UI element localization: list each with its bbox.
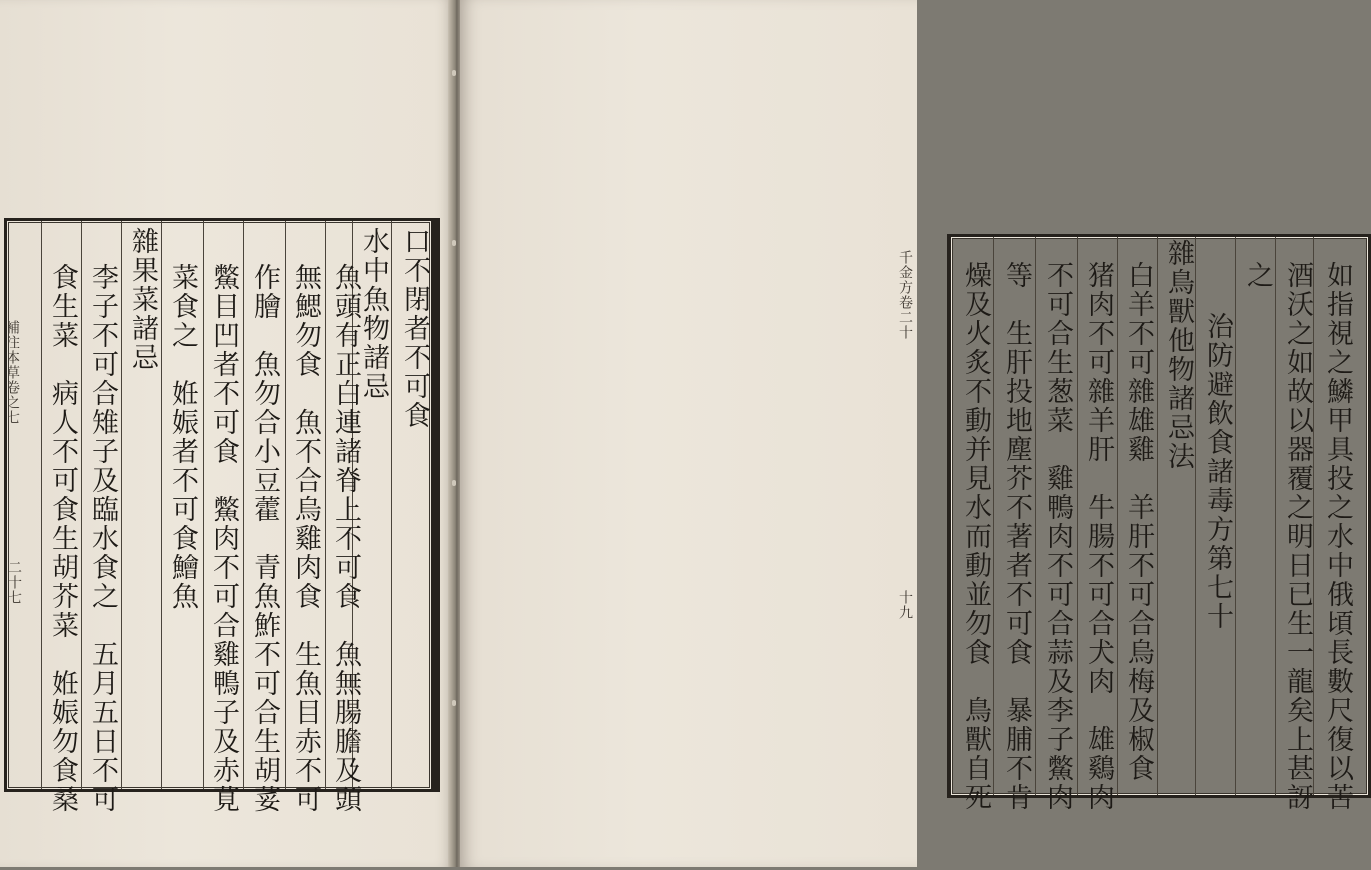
left-column-4: 無鰓勿食 魚不合烏雞肉食 生魚目赤不可 xyxy=(290,263,321,814)
left-column-10: 食生菜 病人不可食生胡芥菜 姙娠勿食桑 xyxy=(47,263,78,814)
left-column-8: 雜果菜諸忌 xyxy=(127,227,158,372)
left-page xyxy=(0,0,452,867)
right-column-1: 如指視之鱗甲具投之水中俄頃長數尺復以苦 xyxy=(1322,261,1353,812)
left-column-5: 作膾 魚勿合小豆藿 青魚鮓不可合生胡荽 xyxy=(249,263,280,814)
binding-stitch xyxy=(452,240,456,246)
right-page xyxy=(460,0,1353,867)
left-column-1: 口不閉者不可食 xyxy=(399,227,430,430)
right-column-7: 猪肉不可雜羊肝 牛腸不可合犬肉 雄鷄肉 xyxy=(1083,261,1114,812)
right-column-8: 不可合生葱菜 雞鴨肉不可合蒜及李子鱉肉 xyxy=(1042,261,1073,812)
binding-stitch xyxy=(452,700,456,706)
left-column-9: 李子不可合雉子及臨水食之 五月五日不可 xyxy=(87,263,118,814)
right-column-5: 雜鳥獸他物諸忌法 xyxy=(1163,239,1194,471)
left-margin-page: 二十七 xyxy=(6,560,22,605)
right-column-2: 酒沃之如故以器覆之明日已生一龍矣上甚訝 xyxy=(1282,261,1313,812)
left-column-6: 鱉目凹者不可食 鱉肉不可合雞鴨子及赤莧 xyxy=(208,263,239,814)
left-column-7: 菜食之 姙娠者不可食鱠魚 xyxy=(167,263,198,611)
right-margin-page: 十九 xyxy=(897,590,913,620)
right-text-frame xyxy=(947,234,1371,812)
left-margin-title: 補注本草卷之七 xyxy=(4,320,20,425)
left-column-3: 魚頭有正白連諸脊上不可食 魚無腸膽及頭 xyxy=(330,263,361,814)
right-column-6: 白羊不可雜雄雞 羊肝不可合烏梅及椒食 xyxy=(1123,261,1154,783)
right-column-4: 治防避飲食諸毒方第七十 xyxy=(1202,312,1233,631)
right-margin-title: 千金方卷二十 xyxy=(897,250,913,340)
right-column-9: 等 生肝投地塵芥不著者不可食 暴脯不肯 xyxy=(1001,261,1032,812)
binding-stitch xyxy=(452,480,456,486)
left-text-frame xyxy=(4,218,440,814)
right-column-3: 之 xyxy=(1242,261,1273,290)
binding-stitch xyxy=(452,70,456,76)
right-column-10: 燥及火炙不動并見水而動並勿食 鳥獸自死 xyxy=(960,261,991,812)
left-column-2: 水中魚物諸忌 xyxy=(358,227,389,401)
